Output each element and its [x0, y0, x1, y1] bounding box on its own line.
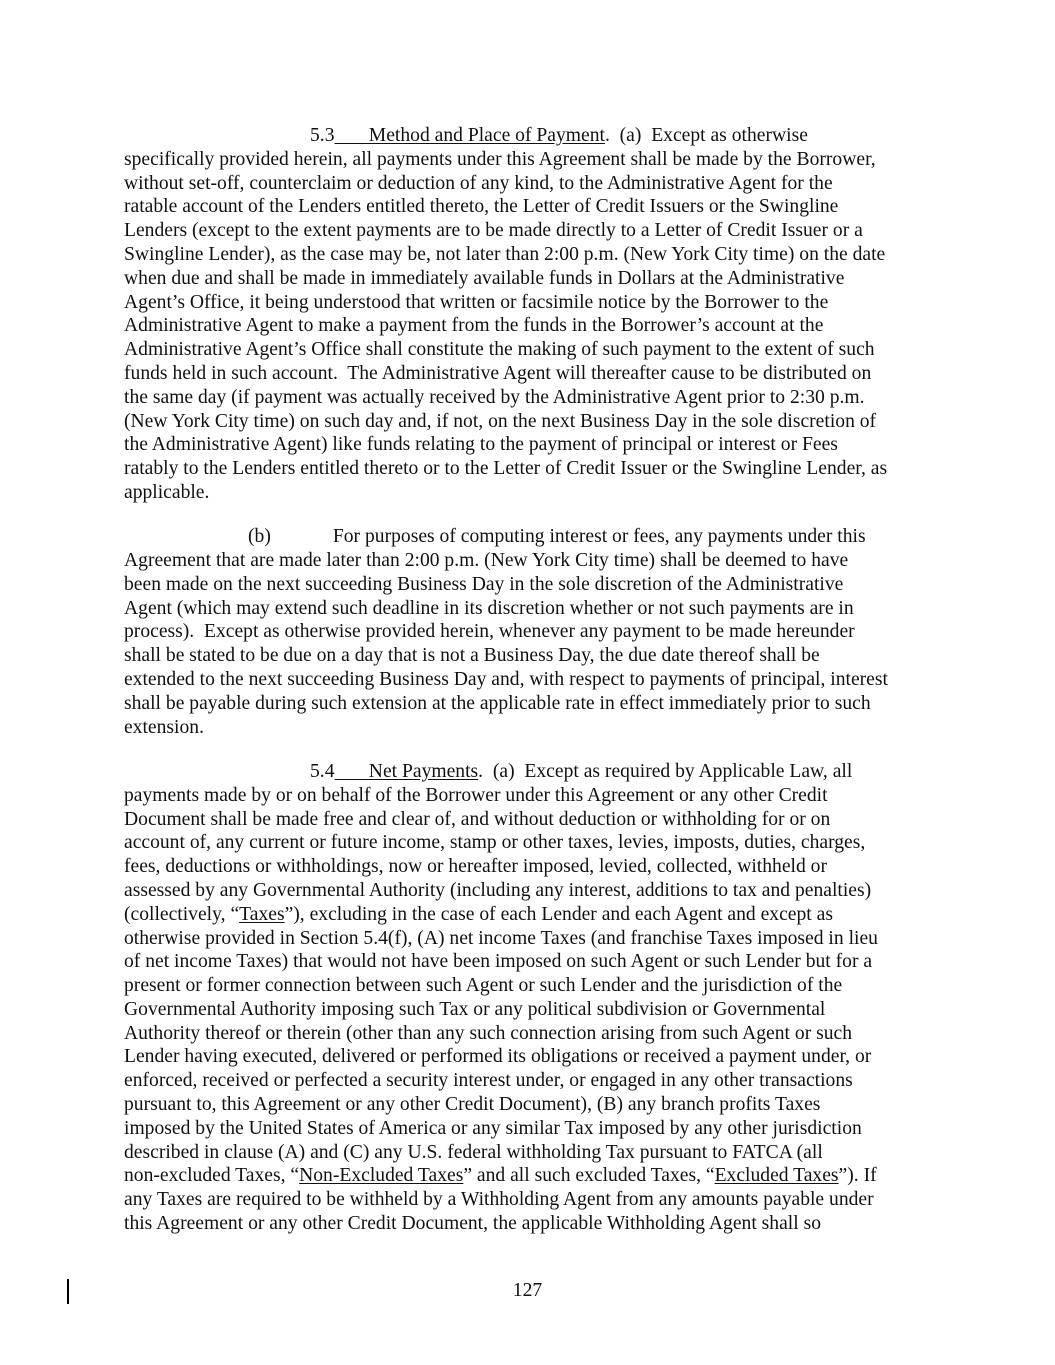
- text-segment: non-excluded Taxes, “: [124, 1165, 300, 1187]
- text-segment: assessed by any Governmental Authority (including any interest, additions to tax and penalties): [124, 879, 872, 901]
- text-segment: of net income Taxes) that would not have been imposed on such Agent or such Lender but for a: [124, 951, 873, 973]
- text-line: [124, 784, 934, 808]
- text-line: [124, 1069, 934, 1093]
- text-line: [124, 668, 934, 692]
- defined-term: Non-Excluded Taxes: [299, 1165, 464, 1187]
- text-line: [124, 644, 934, 668]
- text-segment: enforced, received or perfected a security interest under, or engaged in any other transactions: [124, 1070, 853, 1092]
- paragraph: [124, 124, 934, 505]
- paragraph: [124, 760, 934, 1236]
- text-line: [124, 148, 934, 172]
- page-number: 127: [512, 1280, 543, 1301]
- text-segment: specifically provided herein, all payments under this Agreement shall be made by the Borrower,: [124, 148, 876, 170]
- text-segment: Agent’s Office, it being understood that written or facsimile notice by the Borrower to the: [124, 291, 829, 313]
- text-segment: present or former connection between such Agent or such Lender and the jurisdiction of the: [124, 975, 843, 997]
- text-line: [124, 1212, 934, 1236]
- text-segment: Swingline Lender), as the case may be, not later than 2:00 p.m. (New York City time) on the date: [124, 243, 886, 265]
- text-line: [124, 457, 934, 481]
- text-segment: extended to the next succeeding Business Day and, with respect to payments of principal, interest: [124, 669, 888, 691]
- text-segment: Authority thereof or therein (other than any such connection arising from such Agent or such: [124, 1022, 853, 1044]
- text-line: [124, 808, 934, 832]
- text-line: [124, 760, 934, 784]
- text-segment: Administrative Agent to make a payment from the funds in the Borrower’s account at the: [124, 315, 824, 337]
- text-segment: been made on the next succeeding Business Day in the sole discretion of the Administrative: [124, 573, 844, 595]
- paragraph: [124, 525, 934, 739]
- text-line: [124, 124, 934, 148]
- text-segment: funds held in such account. The Administrative Agent will thereafter cause to be distributed on: [124, 362, 872, 384]
- text-line: [124, 927, 934, 951]
- text-line: [124, 172, 934, 196]
- text-segment: (New York City time) on such day and, if not, on the next Business Day in the sole discretion of: [124, 410, 877, 432]
- text-segment: 5.3: [310, 125, 335, 146]
- text-segment: ratable account of the Lenders entitled thereto, the Letter of Credit Issuers or the Swingline: [124, 196, 839, 218]
- text-line: [124, 1045, 934, 1069]
- text-segment: Lender having executed, delivered or performed its obligations or received a payment under, or: [124, 1046, 872, 1068]
- text-line: [124, 338, 934, 362]
- text-line: [124, 525, 934, 549]
- text-segment: 5.4: [310, 760, 335, 782]
- text-segment: shall be stated to be due on a day that is not a Business Day, the due date thereof shall be: [124, 645, 820, 667]
- defined-term: Net Payments: [334, 760, 479, 782]
- text-segment: otherwise provided in Section 5.4(f), (A) net income Taxes (and franchise Taxes imposed in lieu: [124, 927, 878, 949]
- text-segment: Document shall be made free and clear of, and without deduction or withholding for or on: [124, 808, 831, 830]
- text-segment: Governmental Authority imposing such Tax or any political subdivision or Governmental: [124, 998, 826, 1020]
- text-line: [124, 692, 934, 716]
- text-segment: shall be payable during such extension at the applicable rate in effect immediately prior to such: [124, 692, 871, 714]
- text-line: [124, 362, 934, 386]
- text-line: [124, 433, 934, 457]
- text-segment: this Agreement or any other Credit Document, the applicable Withholding Agent shall so: [124, 1213, 822, 1235]
- document-body: [124, 124, 934, 1256]
- text-line: [124, 879, 934, 903]
- text-segment: any Taxes are required to be withheld by a Withholding Agent from any amounts payable under: [124, 1189, 874, 1211]
- text-segment: the same day (if payment was actually received by the Administrative Agent prior to 2:30 p.m.: [124, 386, 865, 408]
- text-line: [124, 950, 934, 974]
- text-segment: fees, deductions or withholdings, now or hereafter imposed, levied, collected, withheld or: [124, 856, 828, 878]
- text-line: [124, 573, 934, 597]
- text-segment: pursuant to, this Agreement or any other Credit Document), (B) any branch profits Taxes: [124, 1094, 821, 1116]
- text-segment: For purposes of computing interest or fees, any payments under this: [332, 526, 866, 548]
- text-line: [124, 267, 934, 291]
- text-segment: extension.: [124, 716, 204, 738]
- text-segment: Administrative Agent’s Office shall constitute the making of such payment to the extent of such: [124, 339, 875, 361]
- text-segment: . (a) Except as otherwise: [604, 125, 808, 146]
- text-line: [124, 716, 934, 740]
- text-segment: account of, any current or future income, stamp or other taxes, levies, imposts, duties, charges,: [124, 832, 866, 854]
- text-segment: applicable.: [124, 481, 210, 503]
- text-segment: Agreement that are made later than 2:00 p.m. (New York City time) shall be deemed to have: [124, 550, 849, 572]
- text-segment: payments made by or on behalf of the Borrower under this Agreement or any other Credit: [124, 784, 828, 806]
- text-line: [124, 195, 934, 219]
- text-segment: without set-off, counterclaim or deduction of any kind, to the Administrative Agent for the: [124, 172, 833, 194]
- text-line: [124, 219, 934, 243]
- text-segment: ratably to the Lenders entitled thereto or to the Letter of Credit Issuer or the Swingline Lender, as: [124, 458, 888, 480]
- text-segment: the Administrative Agent) like funds relating to the payment of principal or interest or Fees: [124, 434, 838, 456]
- defined-term: Taxes: [239, 903, 285, 925]
- text-line: [124, 903, 934, 927]
- text-segment: process). Except as otherwise provided herein, whenever any payment to be made hereunder: [124, 621, 855, 643]
- text-segment: ” and all such excluded Taxes, “: [463, 1165, 715, 1187]
- text-line: [124, 831, 934, 855]
- text-line: [124, 314, 934, 338]
- text-segment: (b): [248, 526, 271, 548]
- text-segment: ”). If: [838, 1165, 877, 1187]
- text-line: [124, 386, 934, 410]
- text-segment: imposed by the United States of America or any similar Tax imposed by any other jurisdiction: [124, 1117, 862, 1139]
- text-line: [124, 1188, 934, 1212]
- text-line: [124, 1164, 934, 1188]
- text-segment: ”), excluding in the case of each Lender and each Agent and except as: [284, 903, 833, 925]
- text-line: [124, 597, 934, 621]
- text-line: [124, 855, 934, 879]
- text-segment: Lenders (except to the extent payments are to be made directly to a Letter of Credit Issuer or a: [124, 220, 863, 242]
- text-line: [124, 291, 934, 315]
- text-segment: described in clause (A) and (C) any U.S. federal withholding Tax pursuant to FATCA (all: [124, 1141, 823, 1163]
- text-line: [124, 620, 934, 644]
- text-line: [124, 410, 934, 434]
- defined-term: Method and Place of Payment: [334, 125, 605, 146]
- text-segment: (collectively, “: [124, 903, 240, 925]
- defined-term: Excluded Taxes: [714, 1165, 839, 1187]
- text-line: [124, 1022, 934, 1046]
- text-line: [124, 1093, 934, 1117]
- text-line: [124, 998, 934, 1022]
- text-line: [124, 549, 934, 573]
- text-line: [124, 1141, 934, 1165]
- text-segment: Agent (which may extend such deadline in its discretion whether or not such payments are in: [124, 597, 854, 619]
- text-line: [124, 1117, 934, 1141]
- text-line: [124, 974, 934, 998]
- text-line: [124, 243, 934, 267]
- text-segment: when due and shall be made in immediately available funds in Dollars at the Administrative: [124, 267, 845, 289]
- text-line: [124, 481, 934, 505]
- text-segment: . (a) Except as required by Applicable Law, all: [478, 760, 853, 782]
